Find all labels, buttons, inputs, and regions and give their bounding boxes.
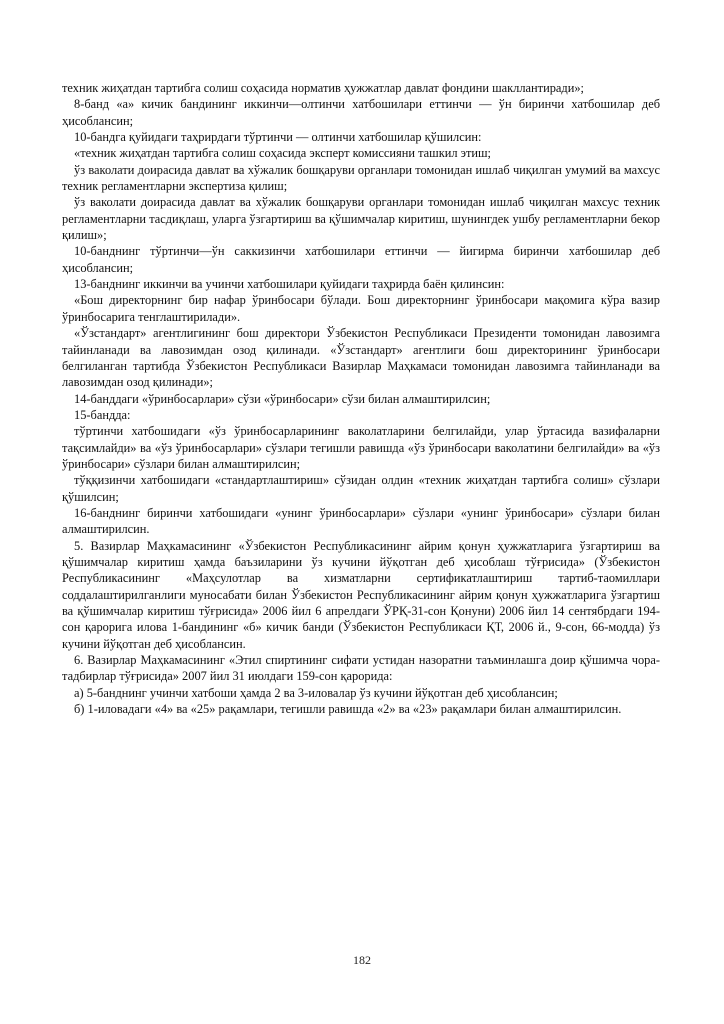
paragraph: «техник жиҳатдан тартибга солиш соҳасида эксперт комиссияни ташкил этиш; <box>74 146 492 161</box>
paragraph: 6. Вазирлар Маҳкамасининг «Этил спиртининг сифати устидан назоратни таъминлашга доир қўшимча чора-тадбирлар тўғрисида» 2007 йил 31 июлдаги 159-сон қарорида: <box>62 653 660 684</box>
paragraph: а) 5-банднинг учинчи хатбоши ҳамда 2 ва 3-иловалар ўз кучини йўқотган деб ҳисоблансин; <box>74 685 558 700</box>
paragraph: 10-банднинг тўртинчи—ўн саккизинчи хатбошилари еттинчи — йигирма биринчи хатбошилар деб ҳисоблансин; <box>62 244 660 275</box>
paragraph: ўз ваколати доирасида давлат ва хўжалик бошқаруви органлари томонидан ишлаб чиқилган умумий ва махсус техник регламентларни экспертиза қилиш; <box>62 162 660 194</box>
paragraph: 14-банддаги «ўринбосарлари» сўзи «ўринбосари» сўзи билан алмаштирилсин; <box>74 391 491 406</box>
paragraph: 13-банднинг иккинчи ва учинчи хатбошилари қуйидаги таҳрирда баён қилинсин: <box>74 277 505 292</box>
paragraph: «Бош директорнинг бир нафар ўринбосари бўлади. Бош директорнинг ўринбосари мақомига кўра вазир ўринбосарига тенглаштирилади». <box>62 293 660 324</box>
paragraph: 8-банд «а» кичик бандининг иккинчи—олтинчи хатбошилари еттинчи — ўн биринчи хатбошилар деб ҳисоблансин; <box>62 97 660 128</box>
paragraph: «Ўзстандарт» агентлигининг бош директори Ўзбекистон Республикаси Президенти томонидан лавозимга тайинланади ва лавозимдан озод қилинади. «Ўзстандарт» агентлиги бош директорининг ўринбосари белгиланган тартибда Ўзбекистон Республикаси Вазирлар Маҳкамаси томонидан лавозимга тайинланади ва лавозимдан озод қилинади»; <box>62 326 660 390</box>
paragraph: тўққизинчи хатбошидаги «стандартлаштириш» сўзидан олдин «техник жиҳатдан тартибга солиш» сўзлари қўшилсин; <box>62 473 660 504</box>
paragraph: 16-банднинг биринчи хатбошидаги «унинг ўринбосарлари» сўзлари «унинг ўринбосари» сўзлари билан алмаштирилсин. <box>62 505 660 537</box>
document-body <box>62 80 660 717</box>
paragraph: тўртинчи хатбошидаги «ўз ўринбосарларининг ваколатларини белгилайди, улар ўртасида вазифаларни тақсимлайди» ва «ўз ўринбосарлари» сўзлари тегишли равишда «ўз ўринбосари ваколатини белгилайди» ва «ўз ўринбосари» сўзлари билан алмаштирилсин; <box>62 424 660 471</box>
paragraph: техник жиҳатдан тартибга солиш соҳасида норматив ҳужжатлар давлат фондини шакллантиради»; <box>62 81 584 95</box>
paragraph: б) 1-иловадаги «4» ва «25» рақамлари, тегишли равишда «2» ва «23» рақамлари билан алмаштирилсин. <box>74 702 622 717</box>
paragraph: ўз ваколати доирасида давлат ва хўжалик бошқаруви органлари томонидан ишлаб чиқилган махсус техник регламентларни тасдиқлаш, уларга ўзгартириш ва қўшимчалар киритиш, шунингдек ушбу регламентларни бекор қилиш»; <box>62 195 660 243</box>
paragraph: 15-бандда: <box>74 407 131 422</box>
page-number: 182 <box>353 953 371 967</box>
paragraph: 10-бандга қуйидаги таҳрирдаги тўртинчи — олтинчи хатбошилар қўшилсин: <box>74 130 482 145</box>
paragraph: 5. Вазирлар Маҳкамасининг «Ўзбекистон Республикасининг айрим қонун ҳужжатларига ўзгартириш ва қўшимчалар киритиш ҳамда баъзиларини ўз кучини йўқотган деб ҳисоблаш тўғрисида» (Ўзбекистон Республикасининг «Маҳсулотлар ва хизматларни сертификатлаштириш тартиб-таомиллари соддалаштирилганлиги муносабати билан Ўзбекистон Республикасининг айрим қонун ҳужжатларига ўзгартиш ва қўшимчалар киритиш тўғрисида» 2006 йил 6 апрелдаги ЎРҚ-31-сон Қонуни) 2006 йил 14 сентябрдаги 194-сон қарорига илова 1-бандининг «б» кичик банди (Ўзбекистон Республикаси ҚТ, 2006 й., 9-сон, 66-модда) ўз кучини йўқотган деб ҳисоблансин. <box>62 538 660 651</box>
